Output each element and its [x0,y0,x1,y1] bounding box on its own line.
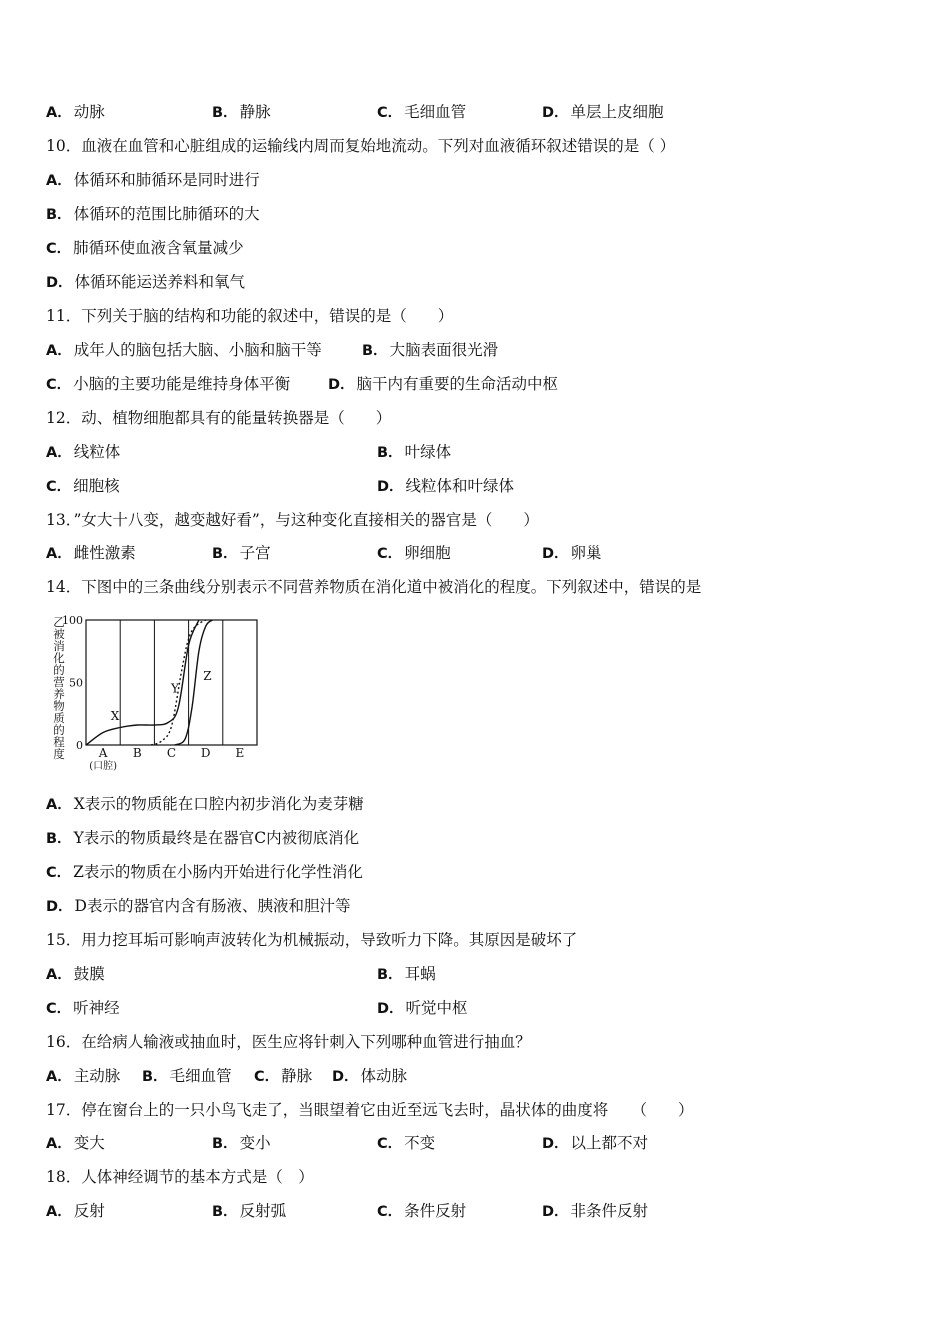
q10-option-d[interactable]: D． 体循环能运送养料和氧气 [46,273,246,291]
x-tick-labels [89,746,244,772]
q13-option-c[interactable]: C． 卵细胞 [377,544,451,562]
y-axis-label-char: 度 [53,747,65,761]
q17-option-d[interactable]: D． 以上都不对 [542,1134,649,1152]
y-tick-label: 0 [76,739,83,752]
q14-option-c[interactable]: C． Z表示的物质在小肠内开始进行化学性消化 [46,863,363,881]
q9-option-c[interactable]: C． 毛细血管 [377,103,467,121]
q14-option-b[interactable]: B． Y表示的物质最终是在器官C内被彻底消化 [46,829,360,847]
q16-option-c[interactable]: C． 静脉 [254,1067,313,1085]
q15-option-c[interactable]: C． 听神经 [46,999,120,1017]
q13-option-b[interactable]: B． 子宫 [212,544,271,562]
y-axis-label [53,615,65,761]
q10-option-c[interactable]: C． 肺循环使血液含氧量减少 [46,239,244,257]
y-axis-label-char: 乙 [53,615,65,629]
digestion-chart [46,610,266,772]
q13-option-d[interactable]: D． 卵巢 [542,544,602,562]
q12-option-c[interactable]: C． 细胞核 [46,477,120,495]
q9-option-d[interactable]: D． 单层上皮细胞 [542,103,664,121]
q13-option-a[interactable]: A． 雌性激素 [46,544,136,562]
q18-option-b[interactable]: B． 反射弧 [212,1202,287,1220]
y-tick-label: 100 [62,614,83,627]
q11-option-b[interactable]: B． 大脑表面很光滑 [362,341,499,359]
q15-option-d[interactable]: D． 听觉中枢 [377,999,468,1017]
q17-stem: 17．停在窗台上的一只小鸟飞走了，当眼望着它由近至远飞去时，晶状体的曲度将 （ ） [46,1101,694,1119]
q18-option-c[interactable]: C． 条件反射 [377,1202,467,1220]
y-axis-label-char: 消 [53,639,65,653]
q10-stem: 10．血液在血管和心脏组成的运输线内周而复始地流动。下列对血液循环叙述错误的是（ ） [46,137,676,155]
series-label-x: X [110,709,120,723]
y-axis-label-char: 的 [53,663,65,677]
x-category-note: (口腔) [89,761,118,772]
q10-option-b[interactable]: B． 体循环的范围比肺循环的大 [46,205,260,223]
y-tick-label: 50 [69,676,83,690]
q12-option-b[interactable]: B． 叶绿体 [377,443,452,461]
y-axis-label-char: 的 [53,723,65,737]
series-line-x [86,620,199,745]
q10-option-a[interactable]: A． 体循环和肺循环是同时进行 [46,171,260,189]
series-label-z: Z [203,669,212,683]
q11-stem: 11．下列关于脑的结构和功能的叙述中，错误的是（ ） [46,307,454,325]
q14-stem: 14．下图中的三条曲线分别表示不同营养物质在消化道中被消化的程度。下列叙述中，错误的是 [46,578,702,596]
q16-option-d[interactable]: D． 体动脉 [332,1067,408,1085]
q16-stem: 16．在给病人输液或抽血时，医生应将针刺入下列哪种血管进行抽血？ [46,1033,531,1051]
q11-option-c[interactable]: C． 小脑的主要功能是维持身体平衡 [46,375,291,393]
y-axis-label-char: 程 [53,735,65,749]
q12-option-d[interactable]: D． 线粒体和叶绿体 [377,477,515,495]
y-axis-label-char: 养 [53,687,65,701]
q16-option-b[interactable]: B． 毛细血管 [142,1067,232,1085]
y-tick-labels [62,614,83,752]
x-tick-label: E [235,746,245,760]
x-tick-label: D [200,746,211,760]
q17-option-c[interactable]: C． 不变 [377,1134,436,1152]
q14-option-a[interactable]: A． X表示的物质能在口腔内初步消化为麦芽糖 [46,795,364,813]
q18-option-d[interactable]: D． 非条件反射 [542,1202,649,1220]
q18-stem: 18．人体神经调节的基本方式是（ ） [46,1168,314,1186]
q14-option-d[interactable]: D． D表示的器官内含有肠液、胰液和胆汁等 [46,897,351,915]
q17-option-a[interactable]: A． 变大 [46,1134,105,1152]
q11-option-d[interactable]: D． 脑干内有重要的生命活动中枢 [328,375,559,393]
q15-stem: 15．用力挖耳垢可影响声波转化为机械振动，导致听力下降。其原因是破坏了 [46,931,578,949]
y-axis-label-char: 被 [53,627,65,641]
q12-stem: 12．动、植物细胞都具有的能量转换器是（ ） [46,409,392,427]
q12-option-a[interactable]: A． 线粒体 [46,443,121,461]
y-axis-label-char: 化 [53,651,65,665]
q17-option-b[interactable]: B． 变小 [212,1134,271,1152]
chart-series [86,620,213,745]
series-label-y: Y [170,681,179,696]
q11-option-a[interactable]: A． 成年人的脑包括大脑、小脑和脑干等 [46,341,322,359]
y-axis-label-char: 质 [53,711,65,725]
y-axis-label-char: 营 [53,675,65,689]
x-tick-label: C [166,746,177,760]
q18-option-a[interactable]: A． 反射 [46,1202,105,1220]
q15-option-b[interactable]: B． 耳蜗 [377,965,436,983]
y-axis-label-char: 物 [53,699,65,713]
x-tick-label: A [98,746,108,760]
q16-option-a[interactable]: A． 主动脉 [46,1067,121,1085]
q9-option-b[interactable]: B． 静脉 [212,103,271,121]
x-tick-label: B [132,746,142,760]
q13-stem: 13．”女大十八变，越变越好看”，与这种变化直接相关的器官是（ ） [46,511,539,529]
q9-option-a[interactable]: A． 动脉 [46,103,105,121]
q15-option-a[interactable]: A． 鼓膜 [46,965,105,983]
